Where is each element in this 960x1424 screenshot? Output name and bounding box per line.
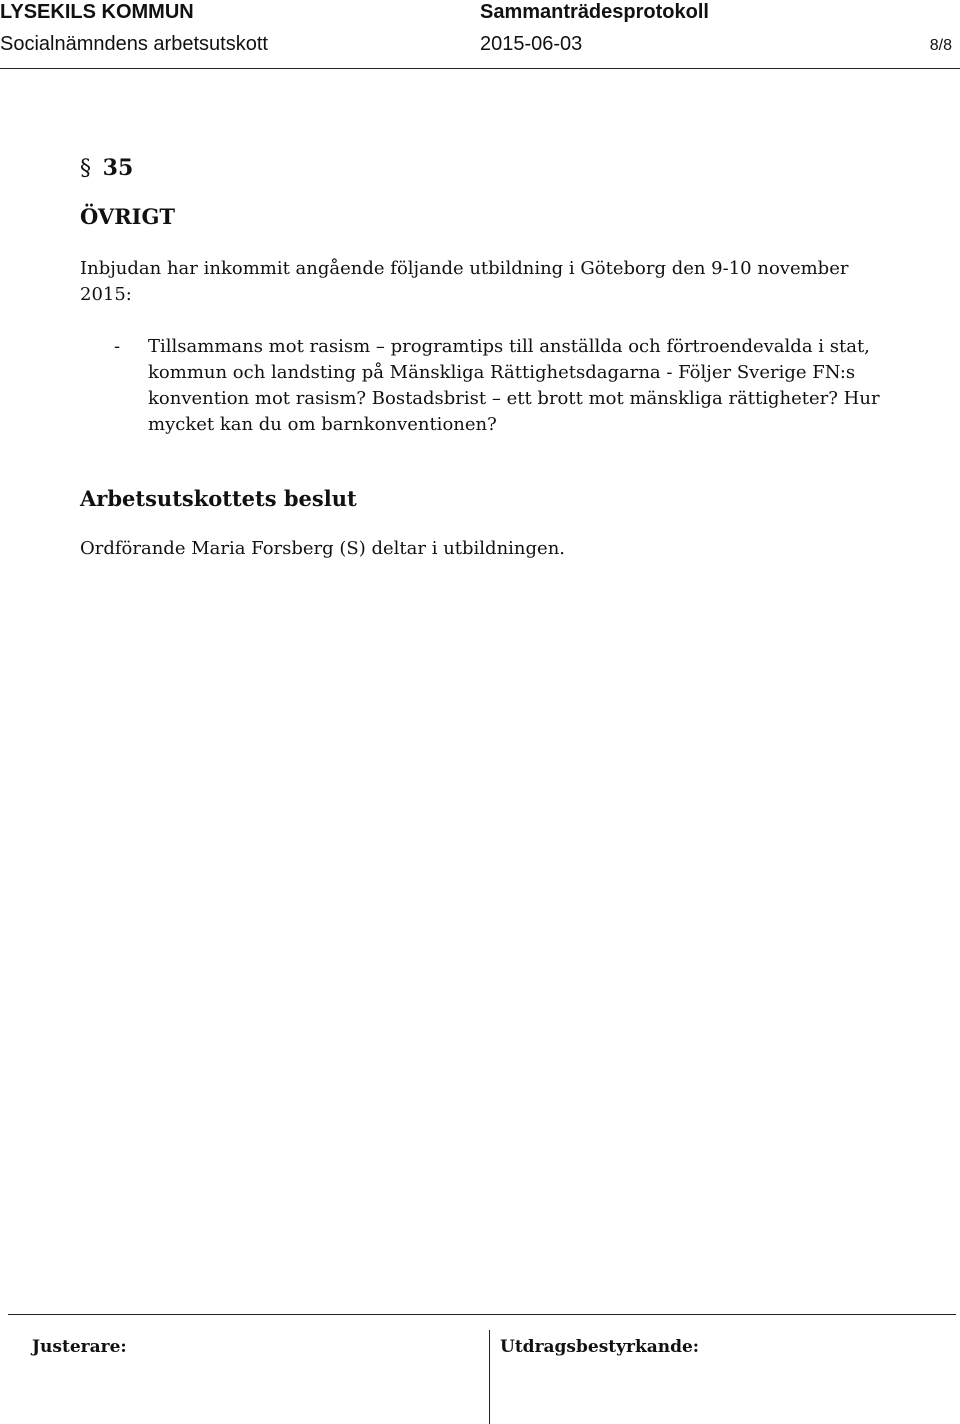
- paragraph-number: 35: [102, 155, 134, 181]
- intro-text: Inbjudan har inkommit angående följande utbildning i Göteborg den 9-10 november 2015:: [80, 258, 849, 305]
- decision-text: Ordförande Maria Forsberg (S) deltar i utbildningen.: [80, 538, 566, 559]
- meeting-date: 2015-06-03: [480, 33, 583, 55]
- decision-heading: Arbetsutskottets beslut: [80, 486, 357, 511]
- bullet-text: Tillsammans mot rasism – programtips till anställda och förtroendevalda i stat, kommun och landsting på Mänskliga Rättighetsdagarna - Följer Sverige FN:s konvention mot rasism? Bostadsbrist – ett brott mot mänskliga rättigheter? Hur mycket kan du om barnkonventionen?: [148, 336, 880, 435]
- paragraph-heading: [80, 152, 133, 185]
- footer-column-divider: [489, 1330, 490, 1424]
- bullet-marker: -: [114, 336, 121, 357]
- document-type: Sammanträdesprotokoll: [480, 1, 709, 23]
- header-divider: [0, 68, 960, 69]
- footer-divider: [8, 1314, 956, 1315]
- committee-name: Socialnämndens arbetsutskott: [0, 33, 268, 55]
- section-subject: ÖVRIGT: [80, 204, 176, 229]
- justerare-label: Justerare:: [32, 1337, 127, 1357]
- organization-name: LYSEKILS KOMMUN: [0, 1, 194, 23]
- utdragsbestyrkande-label: Utdragsbestyrkande:: [500, 1337, 700, 1357]
- page-number: 8/8: [929, 37, 952, 54]
- section-symbol: §: [80, 156, 91, 181]
